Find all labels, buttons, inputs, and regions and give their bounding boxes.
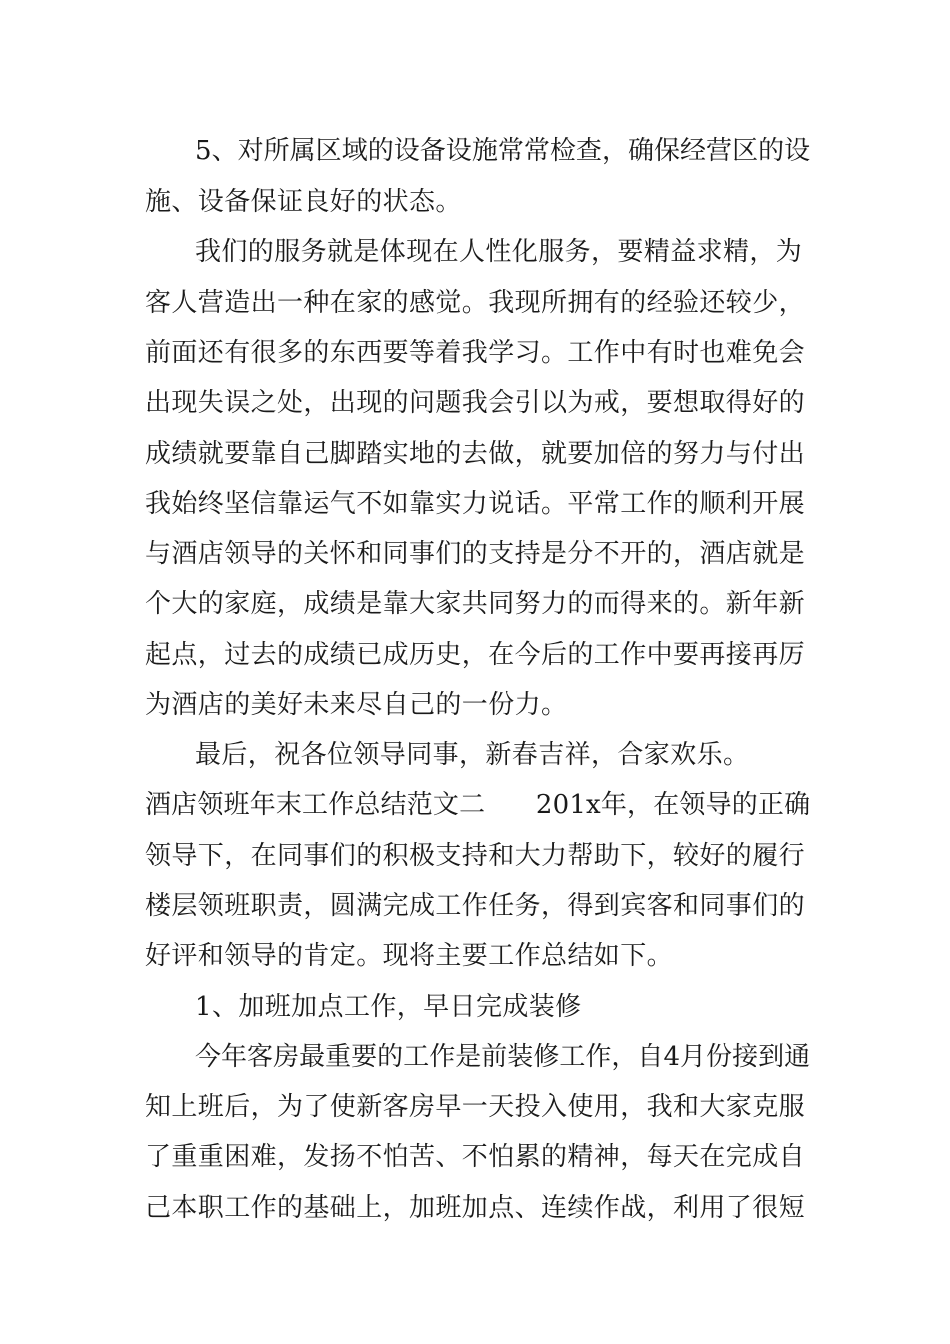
text-line: 起点，过去的成绩已成历史，在今后的工作中要再接再厉 [145, 640, 806, 670]
text-line: 施、设备保证良好的状态。 [145, 187, 462, 217]
text-line: 今年客房最重要的工作是前装修工作，自4月份接到通 [195, 1042, 811, 1072]
text-line: 知上班后，为了使新客房早一天投入使用，我和大家克服 [145, 1092, 806, 1122]
text-line: 己本职工作的基础上，加班加点、连续作战，利用了很短 [145, 1193, 806, 1223]
text-line: 最后，祝各位领导同事，新春吉祥，合家欢乐。 [195, 740, 750, 770]
text-line: 个大的家庭，成绩是靠大家共同努力的而得来的。新年新 [145, 589, 806, 619]
text-line: 好评和领导的肯定。现将主要工作总结如下。 [145, 941, 674, 971]
text-line: 了重重困难，发扬不怕苦、不怕累的精神，每天在完成自 [145, 1142, 806, 1172]
text-line: 我始终坚信靠运气不如靠实力说话。平常工作的顺利开展 [145, 489, 806, 519]
text-line: 我们的服务就是体现在人性化服务，要精益求精，为 [195, 237, 803, 267]
text-line: 前面还有很多的东西要等着我学习。工作中有时也难免会 [145, 338, 806, 368]
text-line: 客人营造出一种在家的感觉。我现所拥有的经验还较少， [145, 288, 806, 318]
text-line: 1、加班加点工作，早日完成装修 [195, 992, 582, 1022]
text-line: 出现失误之处，出现的问题我会引以为戒，要想取得好的 [145, 388, 806, 418]
text-line: 楼层领班职责，圆满完成工作任务，得到宾客和同事们的 [145, 891, 806, 921]
section-heading-line: 酒店领班年末工作总结范文二 201x年，在领导的正确 [145, 790, 811, 820]
text-line: 与酒店领导的关怀和同事们的支持是分不开的，酒店就是 [145, 539, 806, 569]
text-line: 5、对所属区域的设备设施常常检查，确保经营区的设 [195, 136, 811, 166]
text-line: 领导下，在同事们的积极支持和大力帮助下，较好的履行 [145, 841, 806, 871]
text-line: 成绩就要靠自己脚踏实地的去做，就要加倍的努力与付出 [145, 439, 806, 469]
text-line: 为酒店的美好未来尽自己的一份力。 [145, 690, 568, 720]
